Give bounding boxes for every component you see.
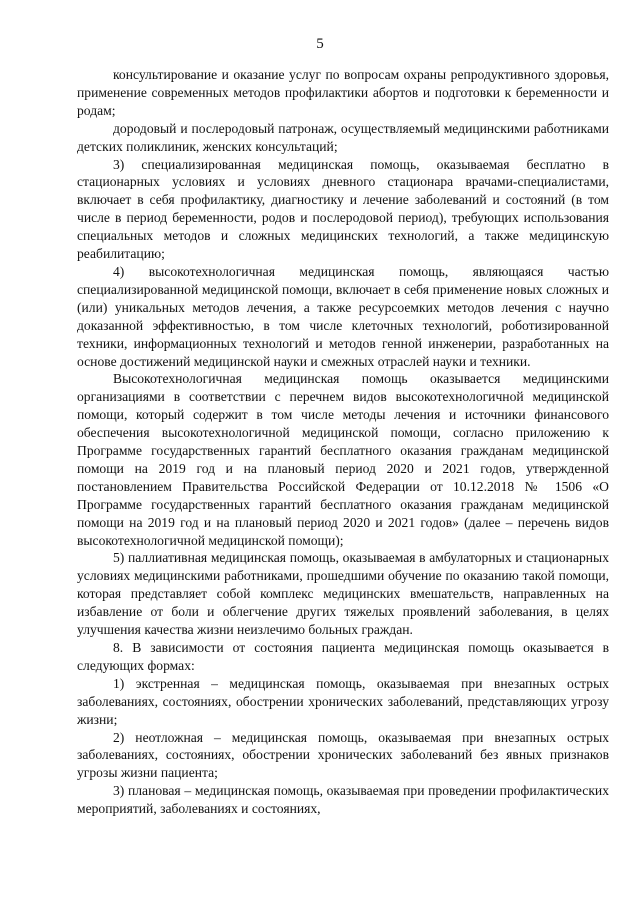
paragraph-9: 2) неотложная – медицинская помощь, оказываемая при внезапных острых заболеваниях, состояниях, обострении хронических заболеваний без явных признаков угрозы жизни пациента; (77, 729, 609, 781)
paragraph-4: 4) высокотехнологичная медицинская помощь, являющаяся частью специализированной медицинской помощи, включает в себя применение новых сложных и (или) уникальных методов лечения, а также ресурсоемких методов лечения с научно доказанной эффективностью, в том числе клеточных технологий, роботизированной техники, информационных технологий и методов генной инженерии, разработанных на основе достижений медицинской науки и смежных отраслей науки и техники. (77, 263, 609, 369)
paragraph-10: 3) плановая – медицинская помощь, оказываемая при проведении профилактических мероприятий, заболеваниях и состояниях, (77, 783, 609, 817)
paragraph-5: Высокотехнологичная медицинская помощь оказывается медицинскими организациями в соответствии с перечнем видов высокотехнологичной медицинской помощи, который содержит в том числе методы лечения и источники финансового обеспечения высокотехнологичной медицинской помощи, согласно приложению к Программе государственных гарантий бесплатного оказания гражданам медицинской помощи на 2019 год и на плановый период 2020 и 2021 годов, утвержденной постановлением Правительства Российской Федерации от 10.12.2018 № 1506 «О Программе государственных гарантий бесплатного оказания гражданам медицинской помощи на 2019 год и на плановый период 2020 и 2021 годов» (далее – перечень видов высокотехнологичной медицинской помощи); (77, 371, 609, 548)
page-number: 5 (316, 36, 324, 52)
paragraph-1: консультирование и оказание услуг по вопросам охраны репродуктивного здоровья, применение современных методов профилактики абортов и подготовки к беременности и родам; (77, 67, 609, 118)
paragraph-7: 8. В зависимости от состояния пациента медицинская помощь оказывается в следующих формах: (77, 640, 609, 673)
document-body (77, 66, 609, 818)
paragraph-2: дородовый и послеродовый патронаж, осуществляемый медицинскими работниками детских поликлиник, женских консультаций; (77, 120, 609, 154)
paragraph-6: 5) паллиативная медицинская помощь, оказываемая в амбулаторных и стационарных условиях медицинскими работниками, прошедшими обучение по оказанию такой помощи, которая представляет собой комплекс медицинских вмешательств, направленных на избавление от боли и облегчение других тяжелых проявлений заболевания, в целях улучшения качества жизни неизлечимо больных граждан. (77, 550, 609, 638)
paragraph-8: 1) экстренная – медицинская помощь, оказываемая при внезапных острых заболеваниях, состояниях, обострении хронических заболеваний, представляющих угрозу жизни; (77, 675, 609, 727)
paragraph-3: 3) специализированная медицинская помощь, оказываемая бесплатно в стационарных условиях и условиях дневного стационара врачами-специалистами, включает в себя профилактику, диагностику и лечение заболеваний и состояний (в том числе в период беременности, родов и послеродовой период), требующих использования специальных методов и сложных медицинских технологий, а также медицинскую реабилитацию; (77, 156, 609, 262)
